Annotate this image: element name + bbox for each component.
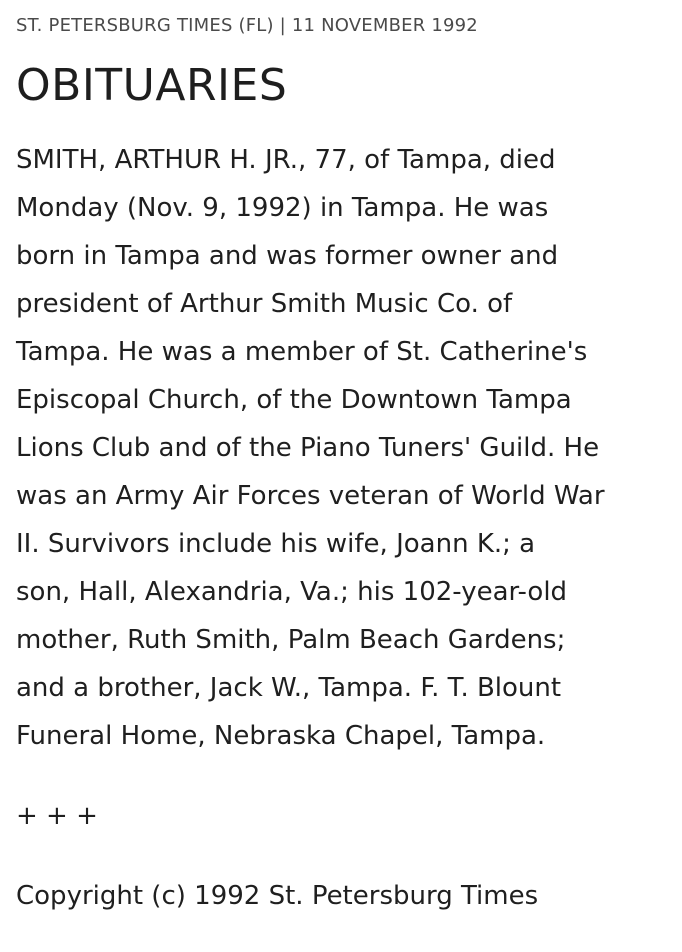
obituary-body — [16, 136, 666, 760]
body-line: son, Hall, Alexandria, Va.; his 102-year-old — [16, 577, 568, 607]
body-line: Lions Club and of the Piano Tuners' Guild. He — [16, 433, 600, 463]
body-line: and a brother, Jack W., Tampa. F. T. Blount — [16, 673, 562, 703]
body-line: Tampa. He was a member of St. Catherine's — [16, 337, 588, 367]
body-line: president of Arthur Smith Music Co. of — [16, 289, 513, 319]
section-separator: + + + — [16, 801, 98, 831]
body-line: was an Army Air Forces veteran of World War — [16, 481, 605, 511]
body-line: Episcopal Church, of the Downtown Tampa — [16, 385, 572, 415]
publication-source-line: ST. PETERSBURG TIMES (FL) | 11 NOVEMBER 1992 — [16, 15, 478, 36]
body-line: II. Survivors include his wife, Joann K.; a — [16, 529, 536, 559]
copyright-notice: Copyright (c) 1992 St. Petersburg Times — [16, 881, 539, 911]
body-line: born in Tampa and was former owner and — [16, 241, 559, 271]
body-line: Monday (Nov. 9, 1992) in Tampa. He was — [16, 193, 549, 223]
body-line: SMITH, ARTHUR H. JR., 77, of Tampa, died — [16, 145, 556, 175]
page-title: OBITUARIES — [16, 60, 288, 111]
body-line: Funeral Home, Nebraska Chapel, Tampa. — [16, 721, 546, 751]
body-line: mother, Ruth Smith, Palm Beach Gardens; — [16, 625, 566, 655]
